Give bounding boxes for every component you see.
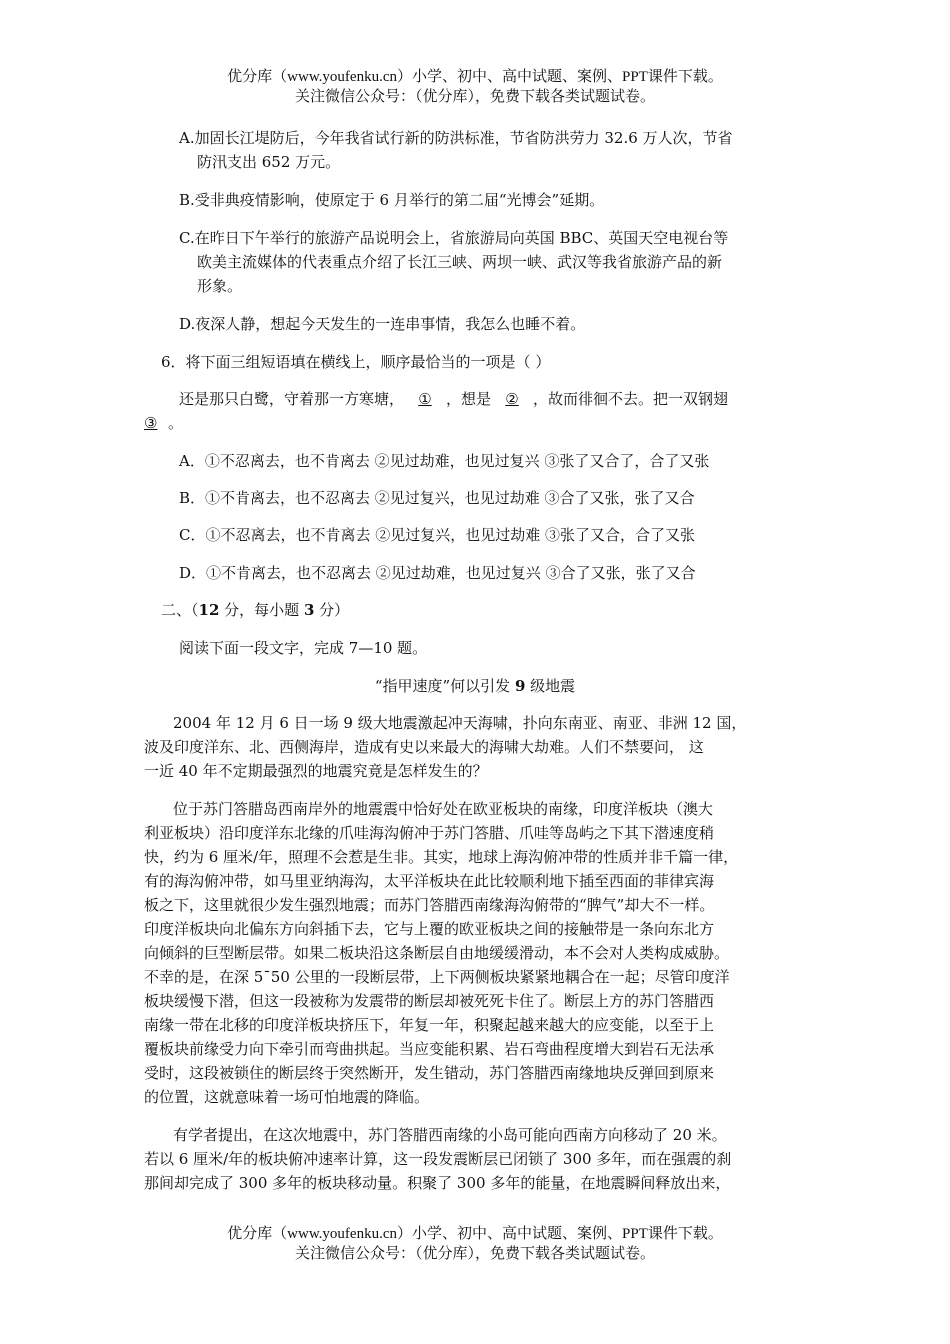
q5-option-c-line2: 欧美主流媒体的代表重点介绍了长江三峡、两坝一峡、武汉等我省旅游产品的新 — [197, 253, 723, 271]
article-p2-line2: 利亚板块）沿印度洋东北缘的爪哇海沟俯冲于苏门答腊、爪哇等岛屿之下其下潜速度稍 — [144, 824, 715, 842]
q6-passage-line1 — [179, 389, 728, 409]
section-2-heading-mid: 分，每小题 — [219, 601, 304, 619]
section-2-each-points: 3 — [303, 601, 315, 619]
q6-passage-pre: 还是那只白鹭，守着那一方寒塘， — [179, 390, 405, 408]
article-title-bold: 9 — [514, 677, 526, 695]
article-title-pre: “指甲速度”何以引发 — [374, 677, 515, 695]
section-2-instruction: 阅读下面一段文字，完成 7—10 题。 — [179, 639, 428, 657]
article-p2-line10: 南缘一带在北移的印度洋板块挤压下，年复一年，积聚起越来越大的应变能，以至于上 — [144, 1016, 715, 1034]
footer-line-2: 关注微信公众号：（优分库），免费下载各类试题试卷。 — [294, 1246, 655, 1262]
header-line-1: 优分库（www.youfenku.cn）小学、初中、高中试题、案例、PPT课件下载。 — [227, 69, 723, 85]
section-2-points: 12 — [198, 601, 220, 619]
section-2-heading — [161, 600, 349, 620]
q5-option-b: B.受非典疫情影响，使原定于 6 月举行的第二届“光博会”延期。 — [179, 191, 605, 209]
header-line-2: 关注微信公众号：（优分库），免费下载各类试题试卷。 — [294, 89, 655, 105]
article-p2-line7: 向倾斜的巨型断层带。如果二板块沿这条断层自由地缓缓滑动，本不会对人类构成威胁。 — [144, 944, 730, 962]
q5-option-a-line1: A.加固长江堤防后，今年我省试行新的防洪标准，节省防洪劳力 32.6 万人次，节省 — [179, 129, 733, 147]
article-p1-line3: 一近 40 年不定期最强烈的地震究竟是怎样发生的？ — [144, 762, 488, 780]
q6-passage-line2 — [144, 413, 183, 433]
q6-blank-1: ① — [418, 390, 432, 408]
footer-line-1: 优分库（www.youfenku.cn）小学、初中、高中试题、案例、PPT课件下载。 — [227, 1226, 723, 1242]
article-p2-line3: 快，约为 6 厘米/年，照理不会惹是生非。其实，地球上海沟俯冲带的性质并非千篇一律， — [144, 848, 739, 866]
article-p2-line1: 位于苏门答腊岛西南岸外的地震震中恰好处在欧亚板块的南缘，印度洋板块（澳大 — [173, 800, 714, 818]
article-p1-line2: 波及印度洋东、北、西侧海岸，造成有史以来最大的海啸大劫难。人们不禁要问， 这 — [144, 738, 704, 756]
article-p2-line6: 印度洋板块向北偏东方向斜插下去，它与上覆的欧亚板块之间的接触带是一条向东北方 — [144, 920, 715, 938]
q5-option-d: D.夜深人静，想起今天发生的一连串事情，我怎么也睡不着。 — [179, 315, 586, 333]
q6-option-a: A．①不忍离去，也不肯离去 ②见过劫难，也见过复兴 ③张了又合了，合了又张 — [179, 452, 710, 470]
q6-passage-mid1: ，想是 — [446, 390, 492, 408]
q6-option-d: D．①不肯离去，也不忍离去 ②见过劫难，也见过复兴 ③合了又张，张了又合 — [179, 564, 696, 582]
q6-blank-2: ② — [505, 390, 519, 408]
article-p2-line8: 不幸的是，在深 5¯50 公里的一段断层带，上下两侧板块紧紧地耦合在一起；尽管印度洋 — [144, 968, 730, 986]
q6-passage-mid2: ，故而徘徊不去。把一双钢翅 — [533, 390, 729, 408]
article-p2-line12: 受时，这段被锁住的断层终于突然断开，发生错动，苏门答腊西南缘地块反弹回到原来 — [144, 1064, 715, 1082]
article-p2-line11: 覆板块前缘受力向下牵引而弯曲拱起。当应变能积累、岩石弯曲程度增大到岩石无法承 — [144, 1040, 715, 1058]
q6-passage-end: 。 — [168, 414, 184, 432]
q6-stem: 6．将下面三组短语填在横线上，顺序最恰当的一项是（ ） — [161, 353, 551, 371]
q5-option-c-line3: 形象。 — [197, 277, 243, 295]
q5-option-c-line1: C.在昨日下午举行的旅游产品说明会上，省旅游局向英国 BBC、英国天空电视台等 — [179, 229, 729, 247]
article-p1-line1: 2004 年 12 月 6 日一场 9 级大地震激起冲天海啸，扑向东南亚、南亚、非洲 12 国， — [173, 714, 747, 732]
article-p3-line2: 若以 6 厘米/年的板块俯冲速率计算，这一段发震断层已闭锁了 300 多年，而在强震的刹 — [144, 1150, 732, 1168]
q6-option-b: B．①不肯离去，也不忍离去 ②见过复兴，也见过劫难 ③合了又张，张了又合 — [179, 489, 695, 507]
article-p3-line1: 有学者提出，在这次地震中，苏门答腊西南缘的小岛可能向西南方向移动了 20 米。 — [173, 1126, 727, 1144]
article-p2-line13: 的位置，这就意味着一场可怕地震的降临。 — [144, 1088, 430, 1106]
article-title — [0, 676, 950, 696]
article-p3-line3: 那间却完成了 300 多年的板块移动量。积聚了 300 多年的能量，在地震瞬间释放出来， — [144, 1174, 731, 1192]
q6-option-c: C．①不忍离去，也不肯离去 ②见过复兴，也见过劫难 ③张了又合，合了又张 — [179, 526, 696, 544]
section-2-heading-pre: 二、（ — [161, 601, 199, 619]
article-p2-line5: 板之下，这里就很少发生强烈地震；而苏门答腊西南缘海沟俯带的“脾气”却大不一样。 — [144, 896, 715, 914]
q5-option-a-line2: 防汛支出 652 万元。 — [197, 153, 341, 171]
article-p2-line9: 板块缓慢下潜，但这一段被称为发震带的断层却被死死卡住了。断层上方的苏门答腊西 — [144, 992, 715, 1010]
q6-blank-3: ③ — [144, 414, 158, 432]
article-p2-line4: 有的海沟俯冲带，如马里亚纳海沟，太平洋板块在此比较顺利地下插至西面的菲律宾海 — [144, 872, 715, 890]
section-2-heading-post: 分） — [314, 601, 350, 619]
article-title-post: 级地震 — [525, 677, 576, 695]
